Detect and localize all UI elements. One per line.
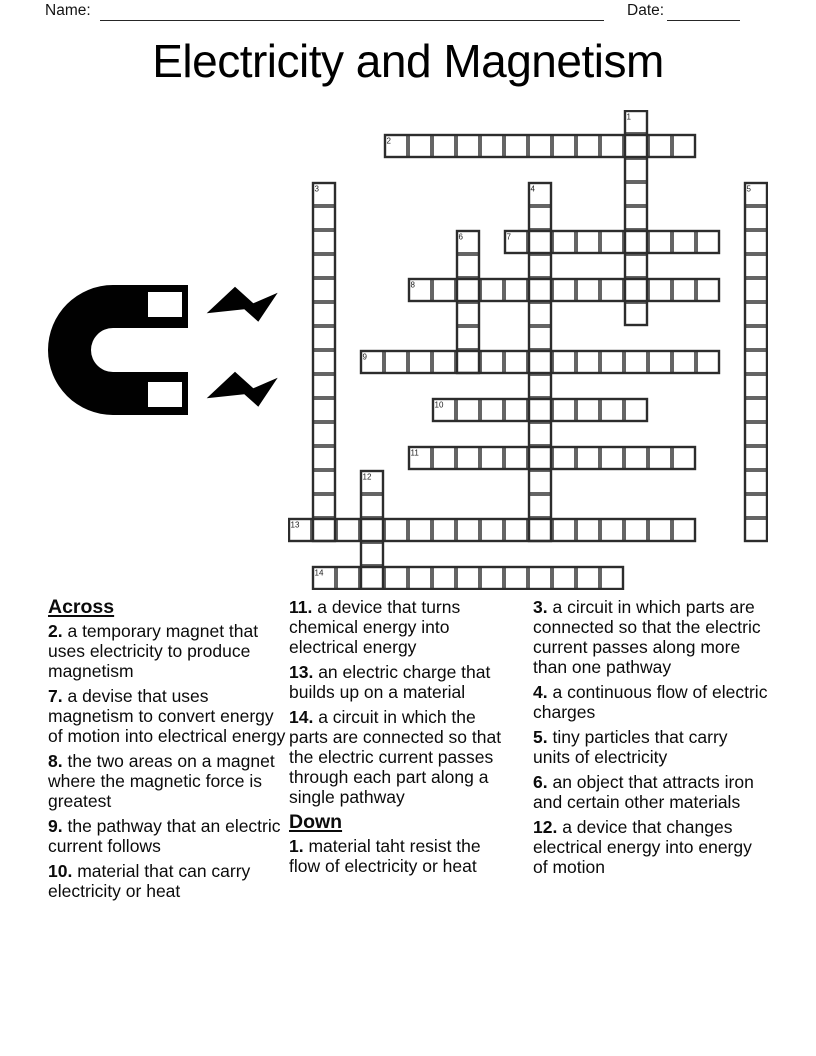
grid-cell[interactable] [745, 303, 767, 325]
clue-number: 4. [533, 682, 548, 702]
grid-cell[interactable] [577, 447, 599, 469]
grid-cell[interactable] [529, 351, 551, 373]
clue: 3. a circuit in which parts are connected so that the electric current passes along more than one pathway [533, 597, 761, 677]
grid-cell[interactable] [625, 183, 647, 205]
grid-cell[interactable] [745, 327, 767, 349]
grid-cell[interactable] [433, 519, 455, 541]
grid-cell[interactable] [673, 519, 695, 541]
grid-cell[interactable] [529, 519, 551, 541]
grid-cell[interactable] [361, 567, 383, 589]
clue-number-in-cell: 7 [506, 232, 511, 242]
grid-cell[interactable] [625, 351, 647, 373]
clue-number-in-cell: 6 [458, 232, 463, 242]
grid-cell[interactable] [745, 447, 767, 469]
grid-cell[interactable] [481, 519, 503, 541]
horseshoe-magnet-graphic [45, 280, 285, 420]
grid-cell[interactable] [433, 567, 455, 589]
grid-cell[interactable] [529, 567, 551, 589]
grid-cell[interactable] [457, 399, 479, 421]
grid-cell[interactable] [457, 135, 479, 157]
grid-cell[interactable] [745, 255, 767, 277]
grid-cell[interactable] [577, 135, 599, 157]
grid-cell[interactable] [313, 303, 335, 325]
grid-cell[interactable] [673, 135, 695, 157]
grid-cell[interactable] [433, 135, 455, 157]
grid-cell[interactable] [505, 447, 527, 469]
grid-cell[interactable] [553, 519, 575, 541]
grid-cell[interactable] [577, 231, 599, 253]
grid-cell[interactable] [481, 567, 503, 589]
grid-cell[interactable] [577, 351, 599, 373]
grid-cell[interactable] [361, 495, 383, 517]
grid-cell[interactable] [649, 519, 671, 541]
grid-cell[interactable] [529, 327, 551, 349]
grid-cell[interactable] [313, 447, 335, 469]
grid-cell[interactable] [529, 207, 551, 229]
grid-cell[interactable] [553, 351, 575, 373]
grid-cell[interactable] [505, 567, 527, 589]
grid-cell[interactable] [361, 519, 383, 541]
grid-cell[interactable] [481, 279, 503, 301]
grid-cell[interactable] [313, 327, 335, 349]
clue-number: 9. [48, 816, 63, 836]
clue-number-in-cell: 10 [434, 400, 444, 410]
grid-cell[interactable] [553, 447, 575, 469]
grid-cell[interactable] [649, 135, 671, 157]
grid-cell[interactable] [649, 231, 671, 253]
grid-cell[interactable] [505, 399, 527, 421]
clue: 10. material that can carry electricity or heat [48, 861, 251, 901]
grid-cell[interactable] [361, 543, 383, 565]
grid-cell[interactable] [553, 567, 575, 589]
grid-cell[interactable] [553, 231, 575, 253]
grid-cell[interactable] [625, 135, 647, 157]
grid-cell[interactable] [409, 135, 431, 157]
grid-cell[interactable] [313, 495, 335, 517]
clue: 7. a devise that uses magnetism to convert energy of motion into electrical energy [48, 686, 286, 746]
clue-number: 5. [533, 727, 548, 747]
grid-cell[interactable] [625, 279, 647, 301]
clue: 12. a device that changes electrical energy into energy of motion [533, 817, 752, 877]
grid-cell[interactable] [649, 351, 671, 373]
clue: 11. a device that turns chemical energy into electrical energy [289, 597, 461, 657]
grid-cell[interactable] [601, 279, 623, 301]
grid-cell[interactable] [625, 519, 647, 541]
grid-cell[interactable] [313, 255, 335, 277]
grid-cell[interactable] [625, 399, 647, 421]
grid-cell[interactable] [457, 327, 479, 349]
grid-cell[interactable] [745, 351, 767, 373]
grid-cell[interactable] [745, 207, 767, 229]
grid-cell[interactable] [313, 231, 335, 253]
grid-cell[interactable] [505, 519, 527, 541]
grid-cell[interactable] [313, 519, 335, 541]
grid-cell[interactable] [433, 279, 455, 301]
grid-cell[interactable] [433, 351, 455, 373]
grid-cell[interactable] [433, 447, 455, 469]
grid-cell[interactable] [337, 567, 359, 589]
grid-cell[interactable] [505, 279, 527, 301]
grid-cell[interactable] [457, 351, 479, 373]
grid-cell[interactable] [337, 519, 359, 541]
clue-number: 10. [48, 861, 73, 881]
name-line[interactable] [100, 19, 604, 21]
grid-cell[interactable] [601, 447, 623, 469]
grid-cell[interactable] [481, 447, 503, 469]
grid-cell[interactable] [529, 255, 551, 277]
grid-cell[interactable] [649, 447, 671, 469]
grid-cell[interactable] [745, 519, 767, 541]
grid-cell[interactable] [529, 303, 551, 325]
grid-cell[interactable] [457, 303, 479, 325]
clue-number-in-cell: 11 [410, 448, 419, 458]
grid-cell[interactable] [577, 399, 599, 421]
grid-cell[interactable] [481, 135, 503, 157]
clue-number: 7. [48, 686, 63, 706]
clue-number-in-cell: 12 [362, 472, 372, 482]
grid-cell[interactable] [457, 519, 479, 541]
grid-cell[interactable] [625, 207, 647, 229]
clue-number: 6. [533, 772, 548, 792]
grid-cell[interactable] [313, 375, 335, 397]
grid-cell[interactable] [457, 279, 479, 301]
grid-cell[interactable] [529, 135, 551, 157]
grid-cell[interactable] [577, 567, 599, 589]
clue-number: 13. [289, 662, 314, 682]
clue-number: 11. [289, 597, 313, 617]
grid-cell[interactable] [409, 567, 431, 589]
date-line[interactable] [667, 19, 740, 21]
spark-bolt-icon [207, 372, 278, 407]
grid-cell[interactable] [409, 351, 431, 373]
clues-section-header: Across [48, 596, 115, 618]
grid-cell[interactable] [505, 135, 527, 157]
grid-cell[interactable] [313, 423, 335, 445]
clue-number: 1. [289, 836, 304, 856]
grid-cell[interactable] [625, 159, 647, 181]
clue-number-in-cell: 14 [314, 568, 324, 578]
grid-cell[interactable] [673, 231, 695, 253]
grid-cell[interactable] [649, 279, 671, 301]
grid-cell[interactable] [313, 399, 335, 421]
clue: 8. the two areas on a magnet where the magnetic force is greatest [48, 751, 275, 811]
grid-cell[interactable] [529, 471, 551, 493]
clues-column-right [533, 597, 769, 882]
grid-cell[interactable] [529, 399, 551, 421]
grid-cell[interactable] [553, 135, 575, 157]
clues-section-header: Down [289, 811, 343, 833]
grid-cell[interactable] [745, 399, 767, 421]
grid-cell[interactable] [601, 231, 623, 253]
grid-cell[interactable] [553, 279, 575, 301]
clue-number-in-cell: 1 [626, 112, 631, 122]
grid-cell[interactable] [673, 279, 695, 301]
grid-cell[interactable] [697, 231, 719, 253]
grid-cell[interactable] [529, 423, 551, 445]
clue-number: 14. [289, 707, 314, 727]
grid-cell[interactable] [601, 399, 623, 421]
grid-cell[interactable] [745, 279, 767, 301]
clue: 14. a circuit in which the parts are connected so that the electric current passes through each part along a single pathway [289, 707, 502, 807]
grid-cell[interactable] [481, 351, 503, 373]
grid-cell[interactable] [601, 351, 623, 373]
grid-cell[interactable] [625, 255, 647, 277]
grid-cell[interactable] [529, 495, 551, 517]
grid-cell[interactable] [625, 447, 647, 469]
clue: 4. a continuous flow of electric charges [533, 682, 768, 722]
clue-number-in-cell: 2 [386, 136, 391, 146]
magnet-pole-notch [148, 382, 182, 407]
clue-number-in-cell: 5 [746, 184, 751, 194]
clue: 2. a temporary magnet that uses electricity to produce magnetism [48, 621, 259, 681]
clue-number: 8. [48, 751, 63, 771]
grid-cell[interactable] [313, 279, 335, 301]
grid-cell[interactable] [385, 351, 407, 373]
clues-column-middle [289, 597, 516, 881]
clue: 6. an object that attracts iron and certain other materials [533, 772, 754, 812]
grid-cell[interactable] [745, 375, 767, 397]
grid-cell[interactable] [601, 135, 623, 157]
clue: 5. tiny particles that carry units of electricity [533, 727, 728, 767]
clue-number-in-cell: 4 [530, 184, 535, 194]
grid-cell[interactable] [385, 567, 407, 589]
clue-number: 3. [533, 597, 548, 617]
grid-cell[interactable] [457, 447, 479, 469]
grid-cell[interactable] [481, 399, 503, 421]
grid-cell[interactable] [505, 351, 527, 373]
grid-cell[interactable] [313, 471, 335, 493]
grid-cell[interactable] [577, 519, 599, 541]
grid-cell[interactable] [745, 471, 767, 493]
grid-cell[interactable] [529, 231, 551, 253]
clue-number-in-cell: 3 [314, 184, 319, 194]
clue-number: 2. [48, 621, 63, 641]
grid-cell[interactable] [697, 351, 719, 373]
clue: 13. an electric charge that builds up on a material [289, 662, 491, 702]
date-label: Date: [627, 2, 665, 19]
clue: 9. the pathway that an electric current follows [48, 816, 281, 856]
page-title: Electricity and Magnetism [152, 35, 664, 87]
clues-column-left [48, 597, 286, 906]
spark-bolt-icon [207, 287, 278, 322]
grid-cell[interactable] [457, 255, 479, 277]
grid-cell[interactable] [529, 279, 551, 301]
grid-cell[interactable] [625, 231, 647, 253]
clue-number-in-cell: 13 [290, 520, 300, 530]
grid-cell[interactable] [745, 423, 767, 445]
grid-cell[interactable] [529, 375, 551, 397]
clue-number-in-cell: 8 [410, 280, 415, 290]
grid-cell[interactable] [553, 399, 575, 421]
magnet-pole-notch [148, 292, 182, 317]
grid-cell[interactable] [601, 519, 623, 541]
grid-cell[interactable] [673, 447, 695, 469]
clue-number: 12. [533, 817, 558, 837]
grid-cell[interactable] [409, 519, 431, 541]
clue: 1. material taht resist the flow of electricity or heat [289, 836, 481, 876]
grid-cell[interactable] [313, 207, 335, 229]
grid-cell[interactable] [697, 279, 719, 301]
clue-number-in-cell: 9 [362, 352, 367, 362]
grid-cell[interactable] [673, 351, 695, 373]
grid-cell[interactable] [529, 447, 551, 469]
grid-cell[interactable] [625, 303, 647, 325]
grid-cell[interactable] [577, 279, 599, 301]
grid-cell[interactable] [385, 519, 407, 541]
grid-cell[interactable] [745, 231, 767, 253]
grid-cell[interactable] [601, 567, 623, 589]
grid-cell[interactable] [457, 567, 479, 589]
name-label: Name: [45, 2, 91, 19]
grid-cell[interactable] [745, 495, 767, 517]
grid-cell[interactable] [313, 351, 335, 373]
